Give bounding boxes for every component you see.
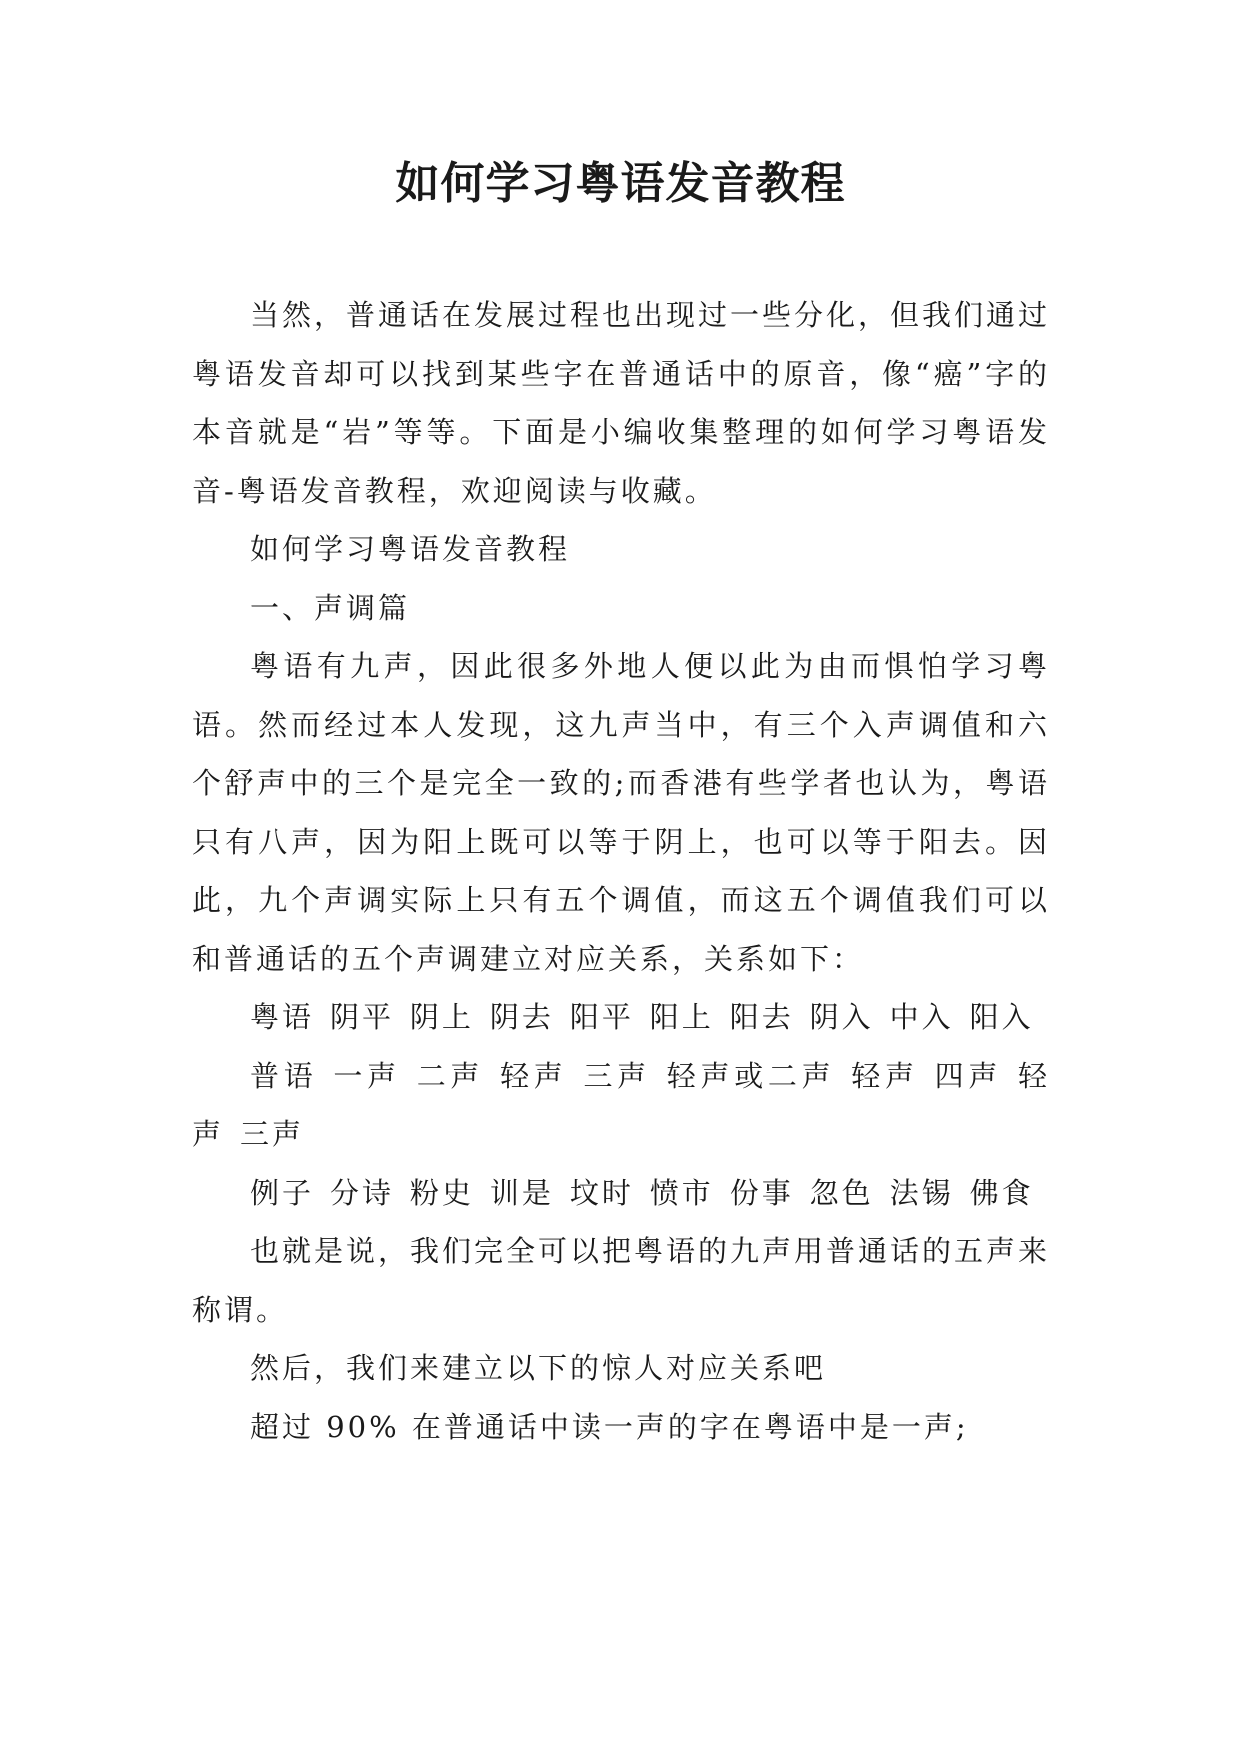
table-cell: 阳入 xyxy=(969,1000,1034,1034)
table-cell: 阳平 xyxy=(569,1000,634,1034)
table-cell: 阴入 xyxy=(809,1000,874,1034)
intro-paragraph: 当然，普通话在发展过程也出现过一些分化，但我们通过粤语发音却可以找到某些字在普通话中的原音，像“癌”字的本音就是“岩”等等。下面是小编收集整理的如何学习粤语发音-粤语发音教程，欢迎阅读与收藏。 xyxy=(192,298,1051,508)
next-paragraph: 然后，我们来建立以下的惊人对应关系吧 xyxy=(250,1351,827,1385)
table-cell: 轻声 xyxy=(851,1058,919,1093)
table-cell: 四声 xyxy=(934,1058,1003,1093)
table-cell: 分诗 xyxy=(329,1175,394,1210)
table-cell: 轻声或二声 xyxy=(666,1058,836,1093)
table-cell: 二声 xyxy=(416,1058,485,1093)
section-heading: 一、声调篇 xyxy=(250,590,411,625)
table-cell: 阴上 xyxy=(409,1000,474,1034)
table-cell: 中入 xyxy=(889,1000,954,1034)
table-cell: 阴平 xyxy=(329,1000,394,1034)
mandarin-tone-row xyxy=(192,1047,1050,1164)
tones-paragraph: 粤语有九声，因此很多外地人便以此为由而惧怕学习粤语。然而经过本人发现，这九声当中，有三个入声调值和六个舒声中的三个是完全一致的;而香港有些学者也认为，粤语只有八声，因为阳上既可以等于阴上，也可以等于阳去。因此，九个声调实际上只有五个调值，而这五个调值我们可以和普通话的五个声调建立对应关系，关系如下： xyxy=(192,649,1050,976)
subtitle-paragraph: 如何学习粤语发音教程 xyxy=(250,532,571,566)
table-cell: 例子 xyxy=(250,1175,315,1210)
table-cell: 一声 xyxy=(333,1058,401,1093)
table-cell: 训是 xyxy=(489,1175,554,1210)
table-cell: 普语 xyxy=(250,1058,318,1093)
table-cell: 愤市 xyxy=(649,1175,714,1210)
table-cell: 三声 xyxy=(239,1117,304,1151)
table-cell: 轻声 xyxy=(500,1058,568,1093)
example-row xyxy=(192,1164,1050,1223)
table-cell: 阳上 xyxy=(649,1000,714,1034)
table-cell: 轻声 xyxy=(192,1058,1050,1151)
document-body xyxy=(192,286,1050,1456)
table-cell: 坟时 xyxy=(569,1175,634,1210)
table-cell: 阳去 xyxy=(729,1000,794,1034)
cantonese-tone-row xyxy=(192,988,1050,1047)
table-cell: 法锡 xyxy=(889,1175,954,1210)
table-cell: 粉史 xyxy=(409,1175,474,1210)
stat-paragraph: 超过 90% 在普通话中读一声的字在粤语中是一声; xyxy=(250,1409,969,1444)
table-cell: 阴去 xyxy=(489,1000,554,1034)
table-cell: 三声 xyxy=(583,1058,651,1093)
table-cell: 忽色 xyxy=(809,1175,874,1210)
table-cell: 粤语 xyxy=(250,1000,315,1034)
table-cell: 份事 xyxy=(729,1175,794,1210)
table-cell: 佛食 xyxy=(969,1175,1034,1210)
summary-paragraph: 也就是说，我们完全可以把粤语的九声用普通话的五声来称谓。 xyxy=(192,1234,1051,1327)
document-title: 如何学习粤语发音教程 xyxy=(395,158,846,209)
